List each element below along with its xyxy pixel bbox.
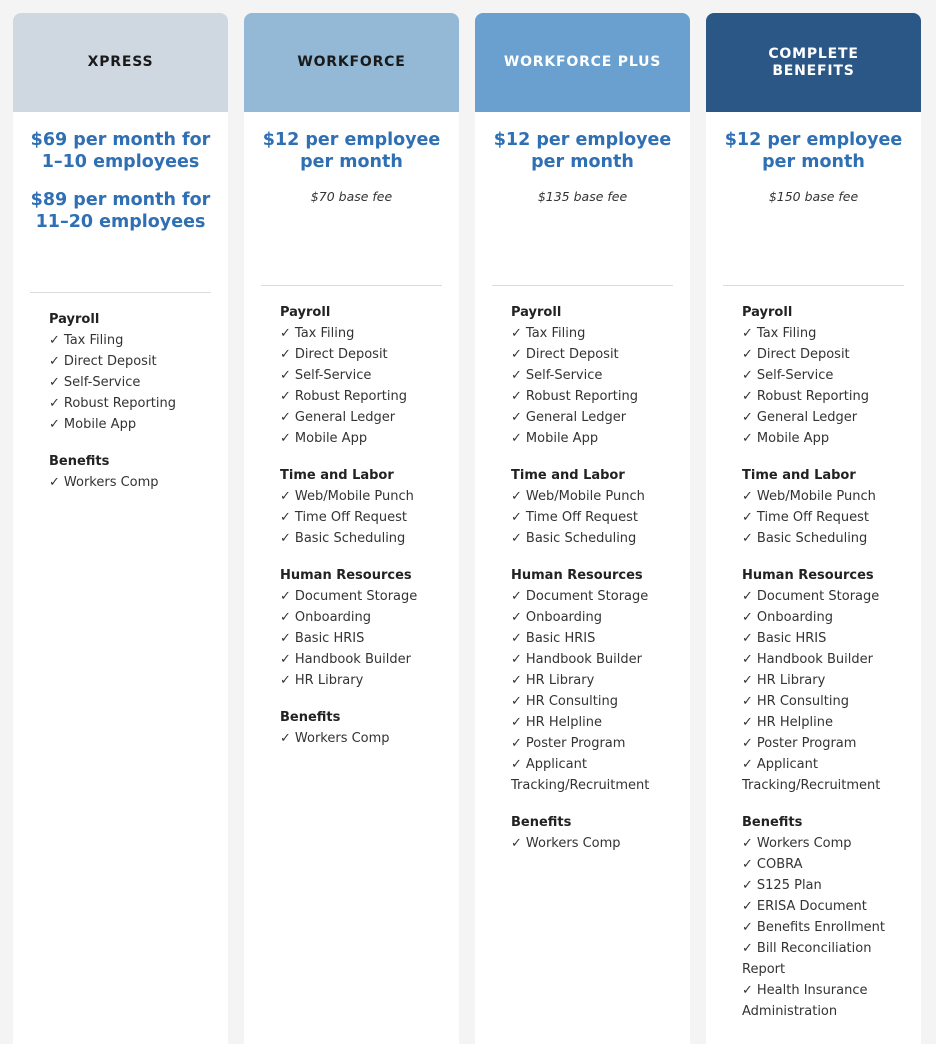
section-title: Payroll <box>511 305 562 320</box>
feature-item: ✓ Workers Comp <box>280 728 447 749</box>
feature-item: ✓ Tax Filing <box>511 323 678 344</box>
feature-item: ✓ Tax Filing <box>49 330 216 351</box>
feature-item: ✓ Self-Service <box>280 365 447 386</box>
feature-item: ✓ Time Off Request <box>742 507 909 528</box>
feature-item: ✓ Mobile App <box>280 428 447 449</box>
feature-section <box>511 465 678 549</box>
feature-item: ✓ Handbook Builder <box>742 649 909 670</box>
section-title: Time and Labor <box>742 468 856 483</box>
plan-workforce <box>244 13 459 1044</box>
plan-complete-benefits <box>706 13 921 1044</box>
feature-item: ✓ HR Library <box>511 670 678 691</box>
feature-item: ✓ HR Helpline <box>742 712 909 733</box>
price-block <box>244 112 459 285</box>
feature-item: ✓ Robust Reporting <box>742 386 909 407</box>
plan-price: $12 per employee per month <box>262 130 441 172</box>
feature-item: ✓ Onboarding <box>280 607 447 628</box>
feature-section <box>280 302 447 449</box>
feature-item: ✓ HR Library <box>280 670 447 691</box>
feature-section <box>280 465 447 549</box>
feature-item: ✓ Health Insurance Administration <box>742 980 909 1022</box>
feature-item: ✓ HR Consulting <box>511 691 678 712</box>
feature-item: ✓ Document Storage <box>742 586 909 607</box>
feature-section <box>280 707 447 749</box>
feature-item: ✓ ERISA Document <box>742 896 909 917</box>
feature-item: ✓ Workers Comp <box>49 472 216 493</box>
feature-list <box>244 286 459 749</box>
feature-item: ✓ Direct Deposit <box>280 344 447 365</box>
plan-price: $12 per employee per month <box>493 130 672 172</box>
section-title: Human Resources <box>742 568 874 583</box>
feature-item: ✓ HR Library <box>742 670 909 691</box>
feature-item: ✓ Robust Reporting <box>280 386 447 407</box>
feature-item: ✓ Time Off Request <box>280 507 447 528</box>
feature-item: ✓ Workers Comp <box>742 833 909 854</box>
section-title: Benefits <box>49 454 110 469</box>
feature-item: ✓ Handbook Builder <box>511 649 678 670</box>
feature-list <box>13 293 228 493</box>
feature-section <box>742 465 909 549</box>
section-title: Payroll <box>280 305 331 320</box>
plan-price: $89 per month for 11–20 employees <box>30 190 211 232</box>
feature-section <box>280 565 447 691</box>
feature-item: ✓ Workers Comp <box>511 833 678 854</box>
feature-section <box>511 302 678 449</box>
feature-section <box>49 451 216 493</box>
feature-section <box>742 565 909 796</box>
feature-item: ✓ General Ledger <box>742 407 909 428</box>
feature-item: ✓ Tax Filing <box>280 323 447 344</box>
feature-item: ✓ Basic HRIS <box>280 628 447 649</box>
feature-item: ✓ Benefits Enrollment <box>742 917 909 938</box>
section-title: Time and Labor <box>511 468 625 483</box>
section-title: Time and Labor <box>280 468 394 483</box>
base-fee: $70 base fee <box>310 189 393 204</box>
feature-item: ✓ Bill Reconciliation Report <box>742 938 909 980</box>
feature-item: ✓ Poster Program <box>742 733 909 754</box>
feature-item: ✓ HR Helpline <box>511 712 678 733</box>
price-block <box>706 112 921 285</box>
feature-item: ✓ Applicant Tracking/Recruitment <box>511 754 678 796</box>
feature-item: ✓ Direct Deposit <box>49 351 216 372</box>
section-title: Benefits <box>511 815 572 830</box>
feature-section <box>742 302 909 449</box>
feature-section <box>511 812 678 854</box>
plan-header: WORKFORCE <box>244 13 459 112</box>
base-fee: $135 base fee <box>537 189 628 204</box>
plan-header: WORKFORCE PLUS <box>475 13 690 112</box>
feature-item: ✓ S125 Plan <box>742 875 909 896</box>
feature-item: ✓ General Ledger <box>280 407 447 428</box>
feature-item: ✓ COBRA <box>742 854 909 875</box>
feature-list <box>475 286 690 854</box>
feature-section <box>511 565 678 796</box>
feature-item: ✓ Basic Scheduling <box>511 528 678 549</box>
section-title: Payroll <box>742 305 793 320</box>
feature-item: ✓ Self-Service <box>49 372 216 393</box>
plan-header: XPRESS <box>13 13 228 112</box>
section-title: Payroll <box>49 312 100 327</box>
price-block <box>13 112 228 292</box>
feature-item: ✓ Basic HRIS <box>511 628 678 649</box>
price-block <box>475 112 690 285</box>
feature-item: ✓ Self-Service <box>742 365 909 386</box>
feature-item: ✓ Web/Mobile Punch <box>511 486 678 507</box>
feature-item: ✓ Document Storage <box>280 586 447 607</box>
feature-item: ✓ Applicant Tracking/Recruitment <box>742 754 909 796</box>
plan-price: $69 per month for 1–10 employees <box>30 130 211 172</box>
feature-section <box>49 309 216 435</box>
base-fee: $150 base fee <box>768 189 859 204</box>
feature-item: ✓ General Ledger <box>511 407 678 428</box>
feature-item: ✓ Self-Service <box>511 365 678 386</box>
feature-item: ✓ Web/Mobile Punch <box>280 486 447 507</box>
feature-item: ✓ HR Consulting <box>742 691 909 712</box>
feature-item: ✓ Robust Reporting <box>511 386 678 407</box>
plan-xpress <box>13 13 228 1044</box>
feature-item: ✓ Onboarding <box>511 607 678 628</box>
feature-item: ✓ Direct Deposit <box>742 344 909 365</box>
feature-section <box>742 812 909 1022</box>
feature-item: ✓ Tax Filing <box>742 323 909 344</box>
feature-item: ✓ Time Off Request <box>511 507 678 528</box>
feature-item: ✓ Document Storage <box>511 586 678 607</box>
section-title: Benefits <box>280 710 341 725</box>
feature-item: ✓ Mobile App <box>49 414 216 435</box>
plan-header: COMPLETE BENEFITS <box>706 13 921 112</box>
section-title: Benefits <box>742 815 803 830</box>
feature-item: ✓ Web/Mobile Punch <box>742 486 909 507</box>
section-title: Human Resources <box>280 568 412 583</box>
feature-item: ✓ Mobile App <box>742 428 909 449</box>
feature-item: ✓ Direct Deposit <box>511 344 678 365</box>
feature-item: ✓ Robust Reporting <box>49 393 216 414</box>
plan-workforce-plus <box>475 13 690 1044</box>
feature-list <box>706 286 921 1022</box>
feature-item: ✓ Onboarding <box>742 607 909 628</box>
feature-item: ✓ Basic Scheduling <box>280 528 447 549</box>
feature-item: ✓ Mobile App <box>511 428 678 449</box>
feature-item: ✓ Basic Scheduling <box>742 528 909 549</box>
feature-item: ✓ Poster Program <box>511 733 678 754</box>
feature-item: ✓ Basic HRIS <box>742 628 909 649</box>
plan-price: $12 per employee per month <box>724 130 903 172</box>
feature-item: ✓ Handbook Builder <box>280 649 447 670</box>
section-title: Human Resources <box>511 568 643 583</box>
